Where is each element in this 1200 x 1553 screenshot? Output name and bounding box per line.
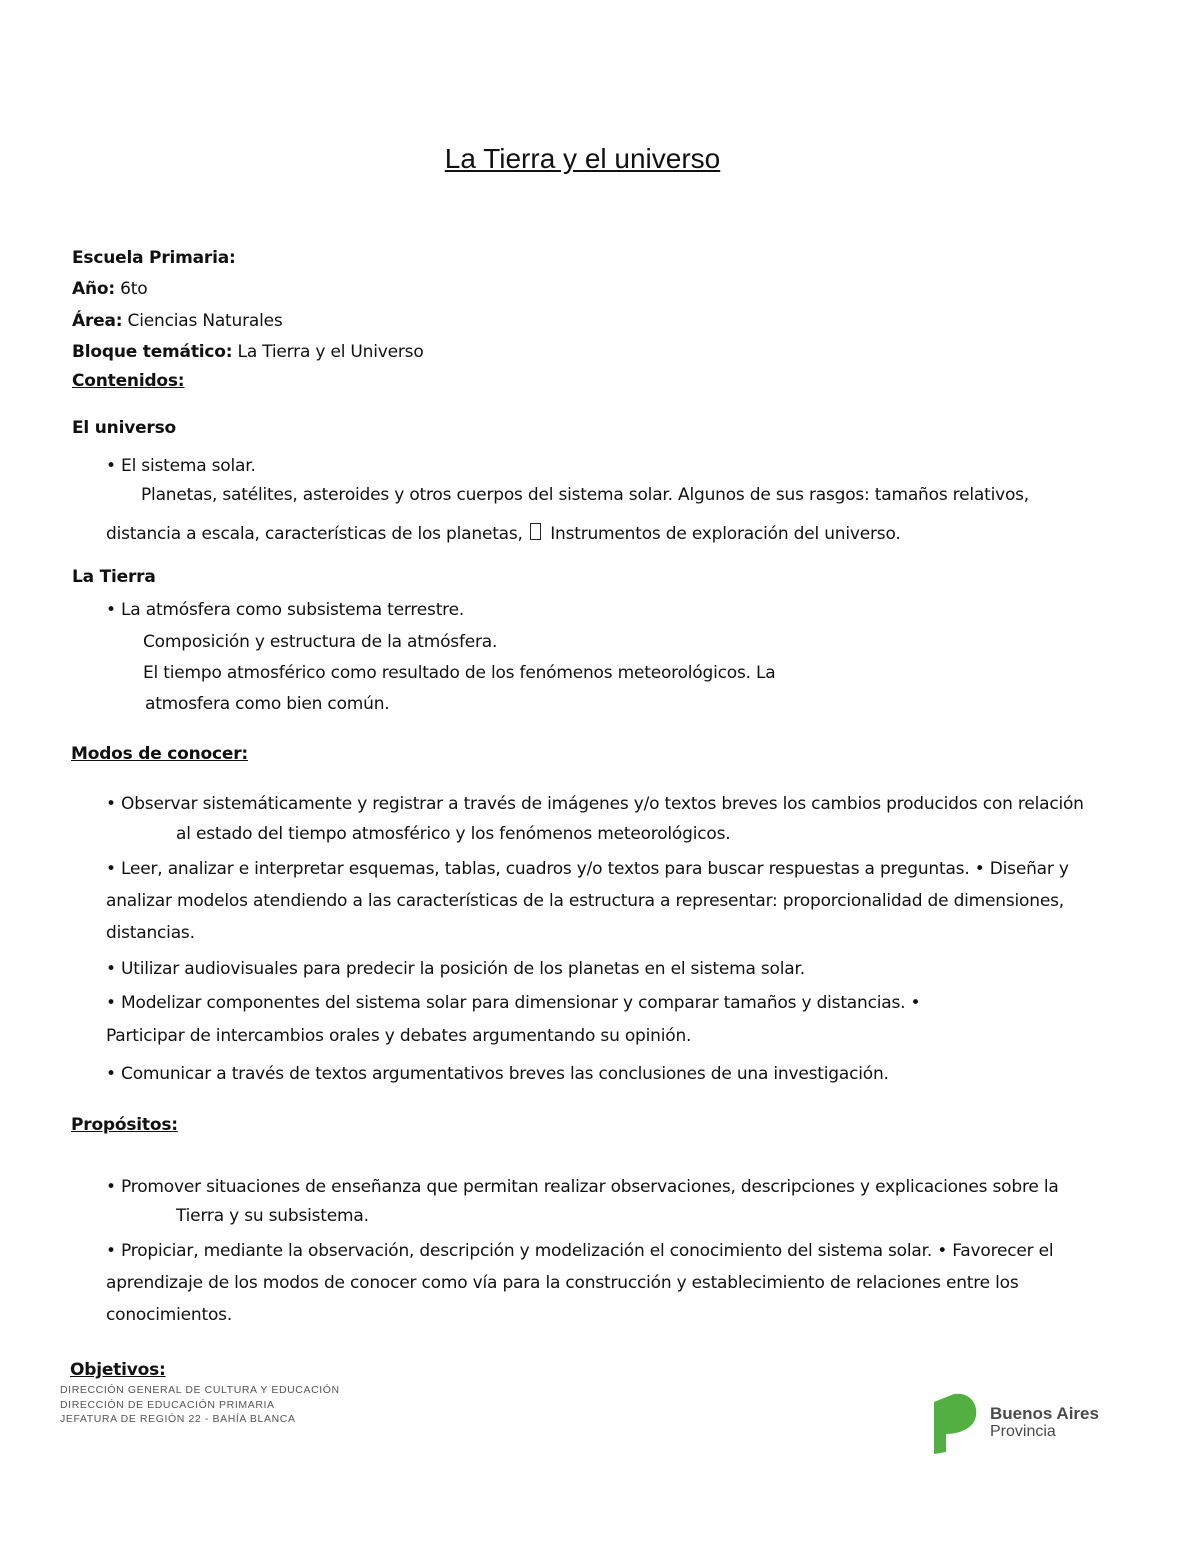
universo-bullet: • El sistema solar. <box>106 456 256 476</box>
list-item: conocimientos. <box>106 1305 233 1325</box>
list-item: aprendizaje de los modos de conocer como vía para la construcción y establecimiento de relaciones entre los <box>106 1273 1019 1293</box>
list-item: • Leer, analizar e interpretar esquemas, tablas, cuadros y/o textos para buscar respuestas a preguntas. • Diseñar y <box>106 859 1069 879</box>
anio-label: Año: <box>72 279 115 299</box>
bloque-row <box>72 342 424 362</box>
tierra-bullet: • La atmósfera como subsistema terrestre. <box>106 600 465 620</box>
list-item: • Comunicar a través de textos argumentativos breves las conclusiones de una investigación. <box>106 1064 889 1084</box>
footer-line3: JEFATURA DE REGIÓN 22 - BAHÍA BLANCA <box>60 1413 296 1425</box>
page-title: La Tierra y el universo <box>444 143 721 174</box>
bloque-label: Bloque temático: <box>72 342 233 362</box>
logo-line1: Buenos Aires <box>990 1404 1099 1423</box>
footer-line2: DIRECCIÓN DE EDUCACIÓN PRIMARIA <box>60 1399 275 1411</box>
escuela-label: Escuela Primaria: <box>72 248 236 268</box>
list-item: al estado del tiempo atmosférico y los fenómenos meteorológicos. <box>176 824 731 844</box>
universo-line2a: distancia a escala, características de los planetas, <box>106 524 523 544</box>
provincia-logo-icon <box>930 1392 980 1456</box>
universo-heading: El universo <box>72 418 176 438</box>
area-label: Área: <box>72 311 123 331</box>
list-item: • Utilizar audiovisuales para predecir la posición de los planetas en el sistema solar. <box>106 959 805 979</box>
anio-value: 6to <box>114 279 148 299</box>
contenidos-heading: Contenidos: <box>72 371 185 391</box>
objetivos-heading: Objetivos: <box>70 1360 166 1380</box>
tierra-line2: El tiempo atmosférico como resultado de los fenómenos meteorológicos. La <box>143 663 776 683</box>
universo-line2 <box>106 523 901 544</box>
list-item: Tierra y su subsistema. <box>176 1206 369 1226</box>
logo-line2: Provincia <box>990 1423 1056 1440</box>
area-row <box>72 311 283 331</box>
bloque-value: La Tierra y el Universo <box>232 342 424 362</box>
tierra-heading: La Tierra <box>72 567 156 587</box>
propositos-heading: Propósitos: <box>71 1115 178 1135</box>
checkbox-glyph-icon <box>530 523 541 540</box>
area-value: Ciencias Naturales <box>122 311 283 331</box>
universo-line1: Planetas, satélites, asteroides y otros cuerpos del sistema solar. Algunos de sus rasgos: tamaños relativos, <box>141 485 1030 505</box>
universo-line2b: Instrumentos de exploración del universo. <box>550 524 901 544</box>
list-item: • Promover situaciones de enseñanza que permitan realizar observaciones, descripciones y explicaciones sobre la <box>106 1177 1059 1197</box>
list-item: analizar modelos atendiendo a las características de la estructura a representar: proporcionalidad de dimensiones, <box>106 891 1064 911</box>
list-item: • Modelizar componentes del sistema solar para dimensionar y comparar tamaños y distancias. • <box>106 993 921 1013</box>
tierra-line1: Composición y estructura de la atmósfera. <box>143 632 498 652</box>
list-item: Participar de intercambios orales y debates argumentando su opinión. <box>106 1026 692 1046</box>
list-item: distancias. <box>106 923 195 943</box>
footer-line1: DIRECCIÓN GENERAL DE CULTURA Y EDUCACIÓN <box>60 1384 340 1396</box>
tierra-line3: atmosfera como bien común. <box>145 694 390 714</box>
list-item: • Propiciar, mediante la observación, descripción y modelización el conocimiento del sistema solar. • Favorecer el <box>106 1241 1054 1261</box>
anio-row <box>72 279 147 299</box>
modos-heading: Modos de conocer: <box>71 744 249 764</box>
list-item: • Observar sistemáticamente y registrar a través de imágenes y/o textos breves los cambios producidos con relación <box>106 794 1084 814</box>
